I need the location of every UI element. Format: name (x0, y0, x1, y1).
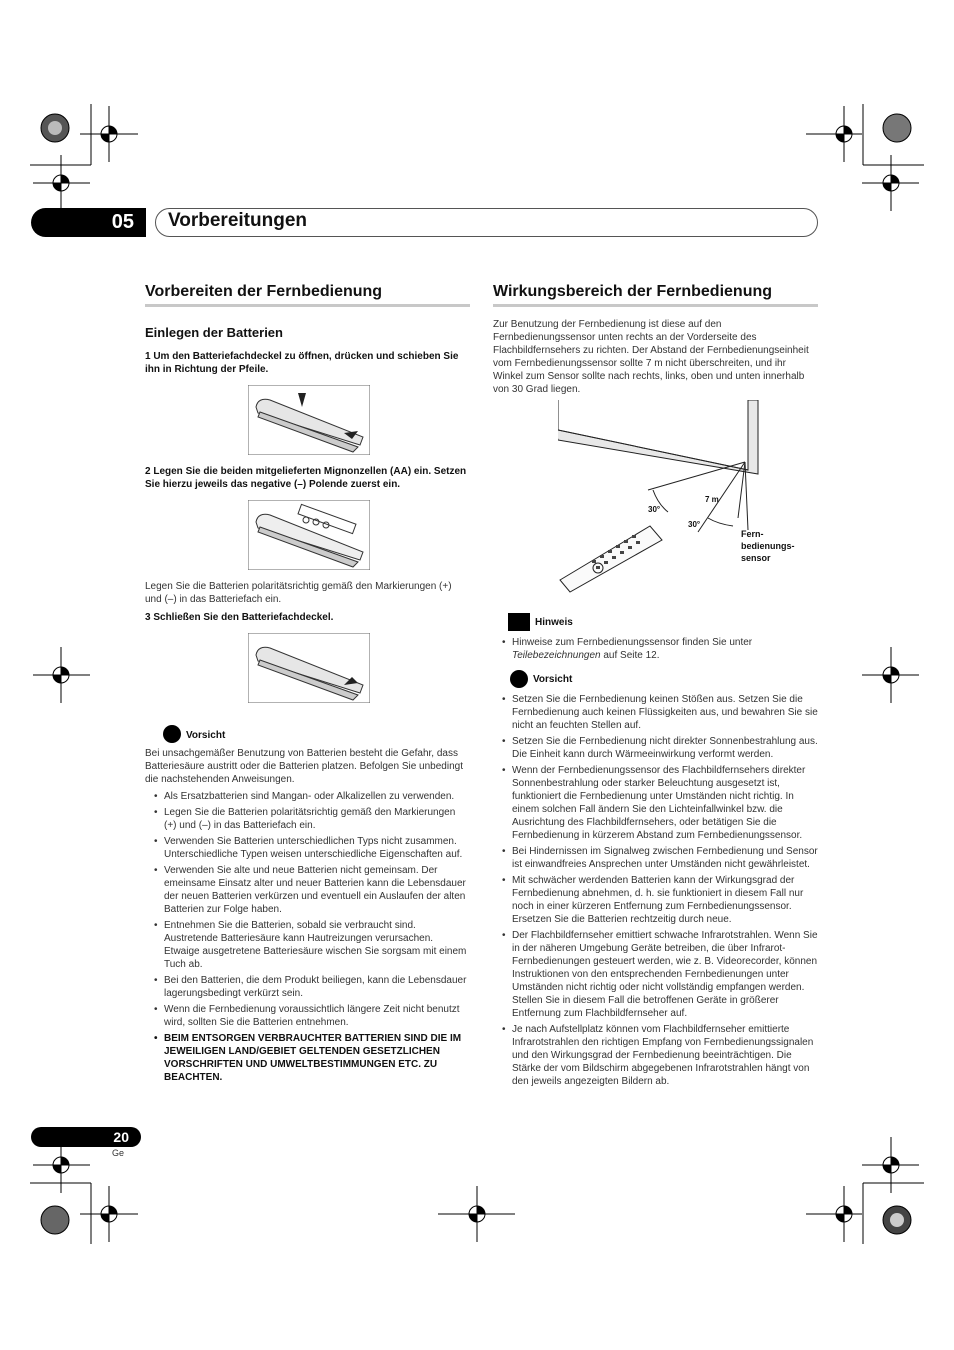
battery-subheading: Einlegen der Batterien (145, 325, 283, 340)
list-item: • Verwenden Sie Batterien unterschiedlichen Typs nicht zusammen. Unterschiedliche Typen weisen unterschiedliche Eigenschaften auf. (154, 835, 470, 861)
left-caution-intro: Bei unsachgemäßer Benutzung von Batterien besteht die Gefahr, dass Batteriesäure austritt oder die Batterien platzen. Befolgen Sie unbedingt die nachstehenden Anweisungen. (145, 748, 463, 785)
note-list (502, 636, 818, 665)
battery-insert-illustration (248, 500, 370, 570)
list-item: • Als Ersatzbatterien sind Mangan- oder Alkalizellen zu verwenden. (154, 790, 470, 803)
sensor-label-3: sensor (741, 553, 771, 563)
remote-cover-close-illustration (248, 633, 370, 703)
step-3: 3 Schließen Sie den Batteriefachdeckel. (145, 612, 334, 623)
list-item: • Mit schwächer werdenden Batterien kann der Wirkungsgrad der Fernbedienung abnehmen, d. h. sie funktioniert in diesem Fall nur noch in einer kürzeren Entfernung zum Fernbedienungssensor. Ersetzen Sie die Batterien rechtzeitig durch neue. (502, 874, 818, 926)
sensor-label-2: bedienungs- (741, 541, 795, 551)
page-number: 20 (113, 1129, 129, 1145)
note-text-2: auf Seite 12. (600, 650, 660, 661)
list-item: • Setzen Sie die Fernbedienung nicht direkter Sonnenbestrahlung aus. Die Einheit kann durch Wärmeeinwirkung verformt werden. (502, 735, 818, 761)
polarity-note: Legen Sie die Batterien polaritätsrichtig gemäß den Markierungen (+) und (–) in das Batteriefach ein. (145, 581, 452, 605)
list-item: • Wenn die Fernbedienung voraussichtlich längere Zeit nicht benutzt wird, sollten Sie die Batterien entnehmen. (154, 1003, 470, 1029)
list-item: • Setzen Sie die Fernbedienung keinen Stößen aus. Setzen Sie die Fernbedienung auch keinen Flüssigkeiten aus, und bewahren Sie sie nicht an feuchten Stellen auf. (502, 693, 818, 732)
note-icon (508, 613, 530, 631)
note-text-1: Hinweise zum Fernbedienungssensor finden Sie unter (512, 637, 753, 648)
left-caution-list (154, 790, 470, 1087)
right-intro: Zur Benutzung der Fernbedienung ist diese auf den Fernbedienungssensor unten rechts an der Vorderseite des Flachbildfernsehers zu richten. Der Abstand der Fernbedienungseinheit vom Fernbedienungssensor sollte 7 m nicht überschreiten, und ihr Winkel zum Sensor sollte nach rechts, links, oben und unten innerhalb von 30 Grad liegen. (493, 319, 809, 395)
list-item: • Je nach Aufstellplatz können vom Flachbildfernseher emittierte Infrarotstrahlen den richtigen Empfang von Fernbedienungssignalen und den Wirkungsgrad der Fernbedienung beeinträchtigen. Die Stärke der vom Bildschirm abgegebenen Infrarotstrahlen hängt von den jeweils angezeigten Bildern ab. (502, 1023, 818, 1088)
left-heading-rule (145, 304, 470, 307)
caution-icon (510, 670, 528, 688)
right-caution-list (502, 693, 818, 1091)
caution-icon (163, 725, 181, 743)
list-item: • Der Flachbildfernseher emittiert schwache Infrarotstrahlen. Wenn Sie in der näheren Umgebung Geräte betreiben, die über Infrarot-Fernbedienungen gesteuert werden, wie z. B. Videorecorder, können Instruktionen von den entsprechenden Fernbedienungen unter Umständen nicht richtig oder nicht vollständig empfangen werden. Stellen Sie in diesem Fall die betroffenen Geräte in größerer Entfernung zum Flachbildfernseher auf. (502, 929, 818, 1020)
list-item: • Entnehmen Sie die Batterien, sobald sie verbraucht sind. Austretende Batteriesäure kann Hautreizungen verursachen. Etwaige ausgetretene Batteriesäure wischen Sie sorgsam mit einem Tuch ab. (154, 919, 470, 971)
right-caution-label: Vorsicht (533, 674, 573, 685)
list-item: • Verwenden Sie alte und neue Batterien nicht gemeinsam. Der emeinsame Einsatz alter und neuer Batterien kann die Lebensdauer der neuen Batterien verkürzen und eventuell ein Auslaufen der alten Batterien zur Folge haben. (154, 864, 470, 916)
list-item: • Bei den Batterien, die dem Produkt beiliegen, kann die Lebensdauer lagerungsbedingt verkürzt sein. (154, 974, 470, 1000)
distance-label: 7 m (705, 495, 719, 504)
list-item: • BEIM ENTSORGEN VERBRAUCHTER BATTERIEN SIND DIE IM JEWEILIGEN LAND/GEBIET GELTENDEN GESETZLICHEN VORSCHRIFTEN UND UMWELTBESTIMMUNGEN ETC. ZU BEACHTEN. (154, 1032, 470, 1084)
right-heading-rule (493, 304, 818, 307)
step-2: 2 Legen Sie die beiden mitgelieferten Mignonzellen (AA) ein. Setzen Sie hierzu jeweils das negative (–) Polende zuerst ein. (145, 466, 467, 490)
remote-cover-open-illustration (248, 385, 370, 455)
note-label: Hinweis (535, 617, 573, 628)
list-item: • Legen Sie die Batterien polaritätsrichtig gemäß den Markierungen (+) und (–) in das Batteriefach ein. (154, 806, 470, 832)
list-item: • Bei Hindernissen im Signalweg zwischen Fernbedienung und Sensor ist einwandfreies Ansprechen unter Umständen nicht gewährleistet. (502, 845, 818, 871)
language-code: Ge (112, 1148, 125, 1158)
step-1: 1 Um den Batteriefachdeckel zu öffnen, drücken und schieben Sie ihn in Richtung der Pfeile. (145, 351, 459, 375)
angle-right-label: 30° (688, 520, 701, 529)
left-heading: Vorbereiten der Fernbedienung (145, 283, 383, 300)
angle-left-label: 30° (648, 505, 661, 514)
right-heading: Wirkungsbereich der Fernbedienung (493, 283, 773, 300)
page-number-tab (31, 1127, 141, 1147)
chapter-number: 05 (111, 211, 134, 233)
list-item (502, 636, 818, 662)
list-item: • Wenn der Fernbedienungssensor des Flachbildfernsehers direkter Sonnenbestrahlung oder starker Beleuchtung ausgesetzt ist, funktioniert die Fernbedienung unter Umständen nicht richtig. In einem solchen Fall ändern Sie den Lichteinfallwinkel bzw. die Ausrichtung des Flachbildfernsehers, oder betätigen Sie die Fernbedienung in kürzerem Abstand zum Fernbedienungssensor. (502, 764, 818, 842)
note-text-italic: Teilebezeichnungen (512, 650, 601, 661)
remote-range-diagram (558, 400, 816, 596)
left-caution-label: Vorsicht (186, 730, 226, 741)
chapter-number-tab (31, 208, 146, 237)
sensor-label-1: Fern- (741, 529, 764, 539)
chapter-title: Vorbereitungen (168, 210, 307, 231)
